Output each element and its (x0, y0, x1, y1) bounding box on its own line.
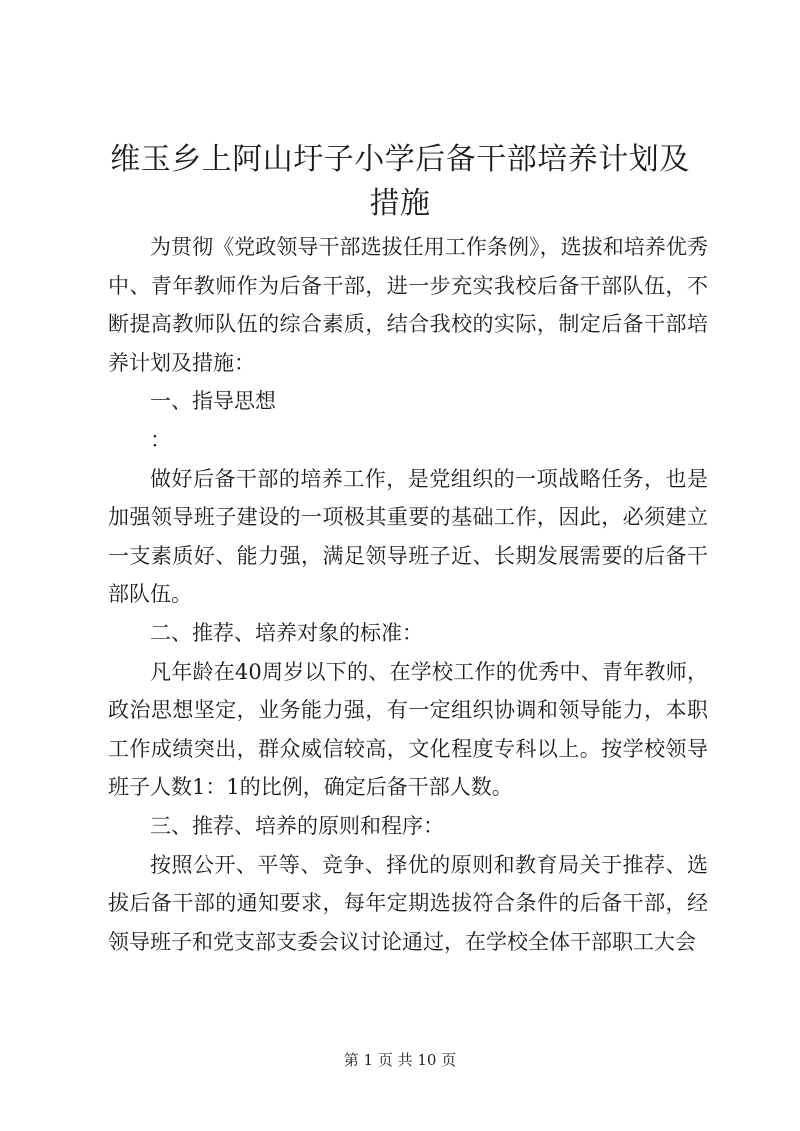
page-footer: 第 1 页 共 10 页 (343, 1051, 457, 1069)
section-heading-guiding-ideology: 一、指导思想 (150, 389, 276, 414)
document-title: 维玉乡上阿山圩子小学后备干部培养计划及措施 (110, 142, 690, 221)
section-heading-criteria: 二、推荐、培养对象的标准： (150, 620, 423, 645)
paragraph-intro: 为贯彻《党政领导干部选拔任用工作条例》，选拔和培养优秀中、青年教师作为后备干部，进一步充实我校后备干部队伍，不断提高教师队伍的综合素质，结合我校的实际，制定后备干部培养计划及措施： (108, 235, 708, 375)
paragraph-guiding-ideology: 做好后备干部的培养工作，是党组织的一项战略任务，也是加强领导班子建设的一项极其重要的基础工作，因此，必须建立一支素质好、能力强，满足领导班子近、长期发展需要的后备干部队伍。 (108, 466, 708, 607)
paragraph-criteria: 凡年龄在40周岁以下的、在学校工作的优秀中、青年教师，政治思想坚定，业务能力强，有一定组织协调和领导能力，本职工作成绩突出，群众威信较高，文化程度专科以上。按学校领导班子人数1：1的比例，确定后备干部人数。 (108, 659, 708, 800)
paragraph-principles: 按照公开、平等、竞争、择优的原则和教育局关于推荐、选拔后备干部的通知要求，每年定期选拔符合条件的后备干部，经领导班子和党支部支委会议讨论通过，在学校全体干部职工大会 (108, 852, 708, 954)
section-heading-principles: 三、推荐、培养的原则和程序： (150, 813, 444, 838)
document-body (108, 228, 708, 961)
paragraph-colon: ： (150, 427, 171, 452)
